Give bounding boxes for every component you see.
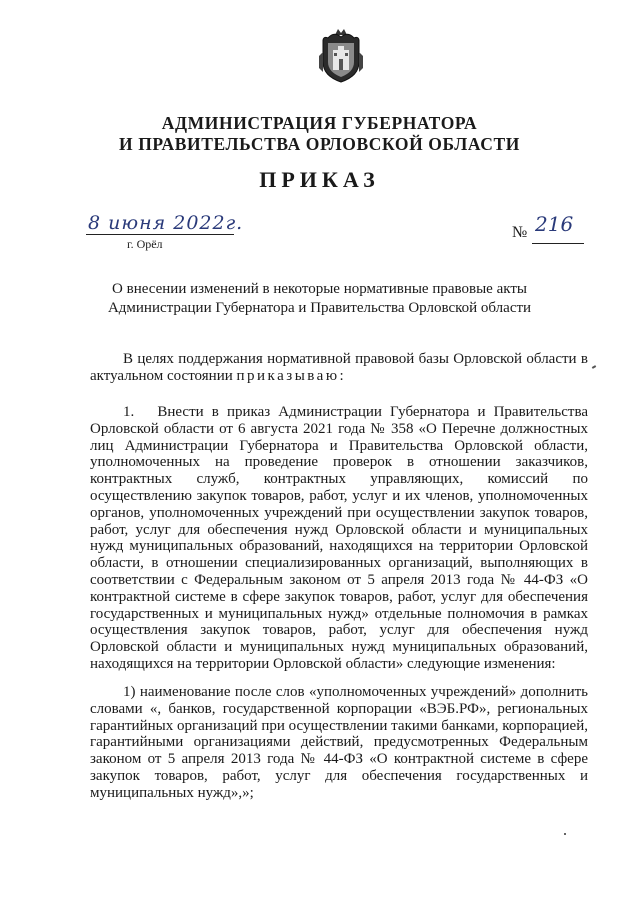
item-1-paragraph: 1. Внести в приказ Администрации Губернатора и Правительства Орловской области от 6 августа 2021 года № 358 «О Перечне должностных лиц Администрации Губернатора и Правительства Орловской области, уполномоченных на проведение проверок в отношении заказчиков, контрактных служб, контрактных управляющих, комиссий по осуществлению закупок товаров, работ, услуг и их членов, уполномоченных органов, уполномоченных учреждений при осуществлении закупок товаров, работ, услуг для обеспечения нужд Орловской области и муниципальных нужд муниципальных образований, находящихся на территории Орловской области, в отношении специализированных организаций, выполняющих в соответствии с Федеральным законом от 5 апреля 2013 года № 44-ФЗ «О контрактной системе в сфере закупок товаров, работ, услуг для обеспечения государственных и муниципальных нужд» отдельные полномочия в рамках осуществления закупок товаров, работ, услуг для обеспечения нужд Орловской области и муниципальных нужд муниципальных образований, находящихся на территории Орловской области» следующие изменения: [90, 404, 588, 672]
city-label: г. Орёл [127, 237, 163, 251]
org-name-line2: И ПРАВИТЕЛЬСТВА ОРЛОВСКОЙ ОБЛАСТИ [119, 134, 520, 154]
number-label: № [512, 224, 528, 241]
handwritten-date: 8 июня 2022г. [88, 212, 244, 234]
subject-line1: О внесении изменений в некоторые нормативные правовые акты [112, 281, 527, 297]
intro-text: В целях поддержания нормативной правовой базы Орловской области в актуальном состоянии [90, 351, 588, 384]
subject-line2: Администрации Губернатора и Правительства Орловской области [107, 300, 532, 316]
number-underline [532, 243, 584, 244]
date-underline [86, 234, 234, 235]
order-word: приказываю: [236, 367, 347, 384]
item-1-1-paragraph: 1) наименование после слов «уполномоченных учреждений» дополнить словами «, банков, государственной корпорации «ВЭБ.РФ», региональных гарантийных организаций при осуществлении такими банками, корпорацией, гарантийными организациями действий, предусмотренных Федеральным законом от 5 апреля 2013 года № 44-ФЗ «О контрактной системе в сфере закупок товаров, работ, услуг для обеспечения государственных и муниципальных нужд»,»; [90, 684, 588, 801]
intro-paragraph [90, 351, 588, 385]
scan-dot [564, 833, 566, 835]
coat-of-arms-icon [316, 26, 366, 84]
scan-mark [592, 365, 596, 369]
org-name-line1: АДМИНИСТРАЦИЯ ГУБЕРНАТОРА [161, 113, 478, 133]
document-type-title: ПРИКАЗ [259, 167, 380, 192]
handwritten-number: 216 [535, 212, 574, 236]
